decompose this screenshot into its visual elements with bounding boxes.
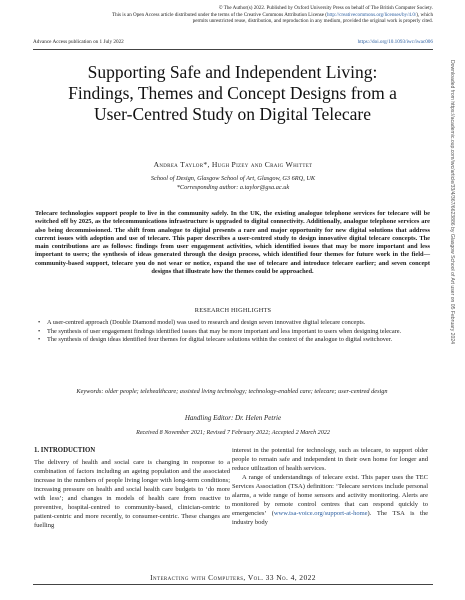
intro-paragraph: The delivery of health and social care is changing in response to a combination of factors including an ageing population and the associated increase in the numbers of people living longer with long-term conditions; increasing pressure on health and social health care budgets to ‘do more with less’; and changes in models of health care from reactive to preventive, hospital-centred to community-based, clinician-centric to patient-centric and more recently, to consumer-centric. These changes are fuelling — [34, 458, 230, 529]
author-list: Andrea Taylor*, Hugh Pizey and Craig Whittet — [153, 160, 313, 169]
license-header — [13, 5, 433, 25]
footer-rule — [33, 584, 433, 585]
paragraph-text-end: ). The TSA is the industry body — [232, 509, 428, 526]
doi-link[interactable]: https://doi.org/10.1093/iwc/iwac006 — [357, 39, 433, 45]
license-text: This is an Open Access article distributed under the terms of the Creative Commons Attribution License ( — [111, 11, 327, 18]
telecare-definition-paragraph — [232, 474, 428, 528]
research-highlights-list — [38, 319, 430, 345]
paragraph-text: A range of understandings of telecare exist. This paper uses the TEC Services Association (TSA) definition: ‘Telecare services include personal alarms, a wide range of home sensors and activity monitoring. Alerts are monitored by remote control centres that can respond quickly to emergencies’ ( — [232, 473, 428, 517]
license-line — [13, 12, 433, 19]
highlight-item — [38, 328, 430, 336]
highlight-text: A user-centred approach (Double Diamond model) was used to research and design seven innovative digital telecare concepts. — [47, 319, 366, 326]
affiliation: School of Design, Glasgow School of Art, Glasgow, G3 6RQ, UK — [150, 175, 316, 182]
article-title: Supporting Safe and Independent Living: Findings, Themes and Concept Designs from a User-Centred Study on Digital Telecare — [68, 62, 397, 124]
corresponding-author: *Corresponding author: a.taylor@gsa.ac.uk — [176, 183, 290, 191]
journal-footer: Interacting with Computers, Vol. 33 No. 4, 2022 — [150, 573, 316, 582]
keywords — [36, 388, 428, 396]
header-rule — [33, 49, 433, 50]
download-note-text: Downloaded from https://academic.oup.com/iwc/article/33/4/367/6623886 by Glasgow School of Art user on 05 February 2024 — [449, 60, 455, 344]
bullet-icon: • — [38, 336, 41, 343]
bullet-icon: • — [38, 327, 41, 335]
abstract: Telecare technologies support people to live in the community safely. In the UK, the existing analogue telephone services for telecare will be switched off by 2025, as the telecommunications infrastructure is upgraded to digital connectivity. Additionally, analogue telephone services are also being decommissioned. The shift from analogue to digital presents a rare and major opportunity for new digital solutions that address current issues with adoption and use of telecare. This paper describes a user-centred study to design innovative digital telecare concepts. The main contributions are as follows: findings from user engagement activities, which identified issues that may be more important and less important to users; the synthesis of ideas generated through the design process, which identified four themes for future work in the field—community-based support, telecare you do not wear or notice, expand the use of telecare and introduce telecare earlier; and seven concept designs that illustrate how the themes could be approached. — [35, 210, 430, 275]
keywords-label: Keywords: — [76, 388, 104, 395]
column-right — [232, 447, 428, 528]
section-heading: 1. INTRODUCTION — [34, 447, 96, 454]
download-side-note — [450, 60, 456, 530]
highlight-text: The synthesis of user engagement findings identified issues that may be more important and less important to users when designing telecare. — [47, 327, 402, 335]
copyright-line: © The Author(s) 2022. Published by Oxford University Press on behalf of The British Computer Society. — [218, 5, 433, 11]
tsa-link[interactable]: www.tsa-voice.org/support-at-home — [273, 509, 368, 517]
handling-editor: Handling Editor: Dr. Helen Petrie — [184, 414, 282, 422]
research-highlights-heading: RESEARCH HIGHLIGHTS — [194, 307, 272, 314]
keywords-text: older people; telehealthcare; assisted living technology; technology-enabled care; telecare; user-centred design — [105, 388, 388, 395]
license-text-end: ), which — [416, 11, 433, 18]
highlight-item — [38, 336, 430, 344]
article-dates: Received 8 November 2021; Revised 7 February 2022; Accepted 2 March 2022 — [136, 430, 330, 436]
highlight-item — [38, 319, 430, 327]
reuse-line: permits unrestricted reuse, distribution, and reproduction in any medium, provided the original work is properly cited. — [192, 18, 433, 25]
advance-access: Advance Access publication on 1 July 2022 — [33, 39, 124, 45]
intro-paragraph-continued: interest in the potential for technology, such as telecare, to support older people to remain safe and independent in their own home for longer and reduce utilization of health services. — [232, 447, 428, 472]
bullet-icon: • — [38, 319, 41, 326]
affiliation-block — [33, 175, 433, 192]
highlight-text: The synthesis of design ideas identified four themes for digital telecare solutions within the context of the analogue to digital switchover. — [47, 336, 393, 343]
license-link[interactable]: http://creativecommons.org/licenses/by/4.0/ — [326, 11, 417, 18]
column-left — [34, 447, 230, 531]
